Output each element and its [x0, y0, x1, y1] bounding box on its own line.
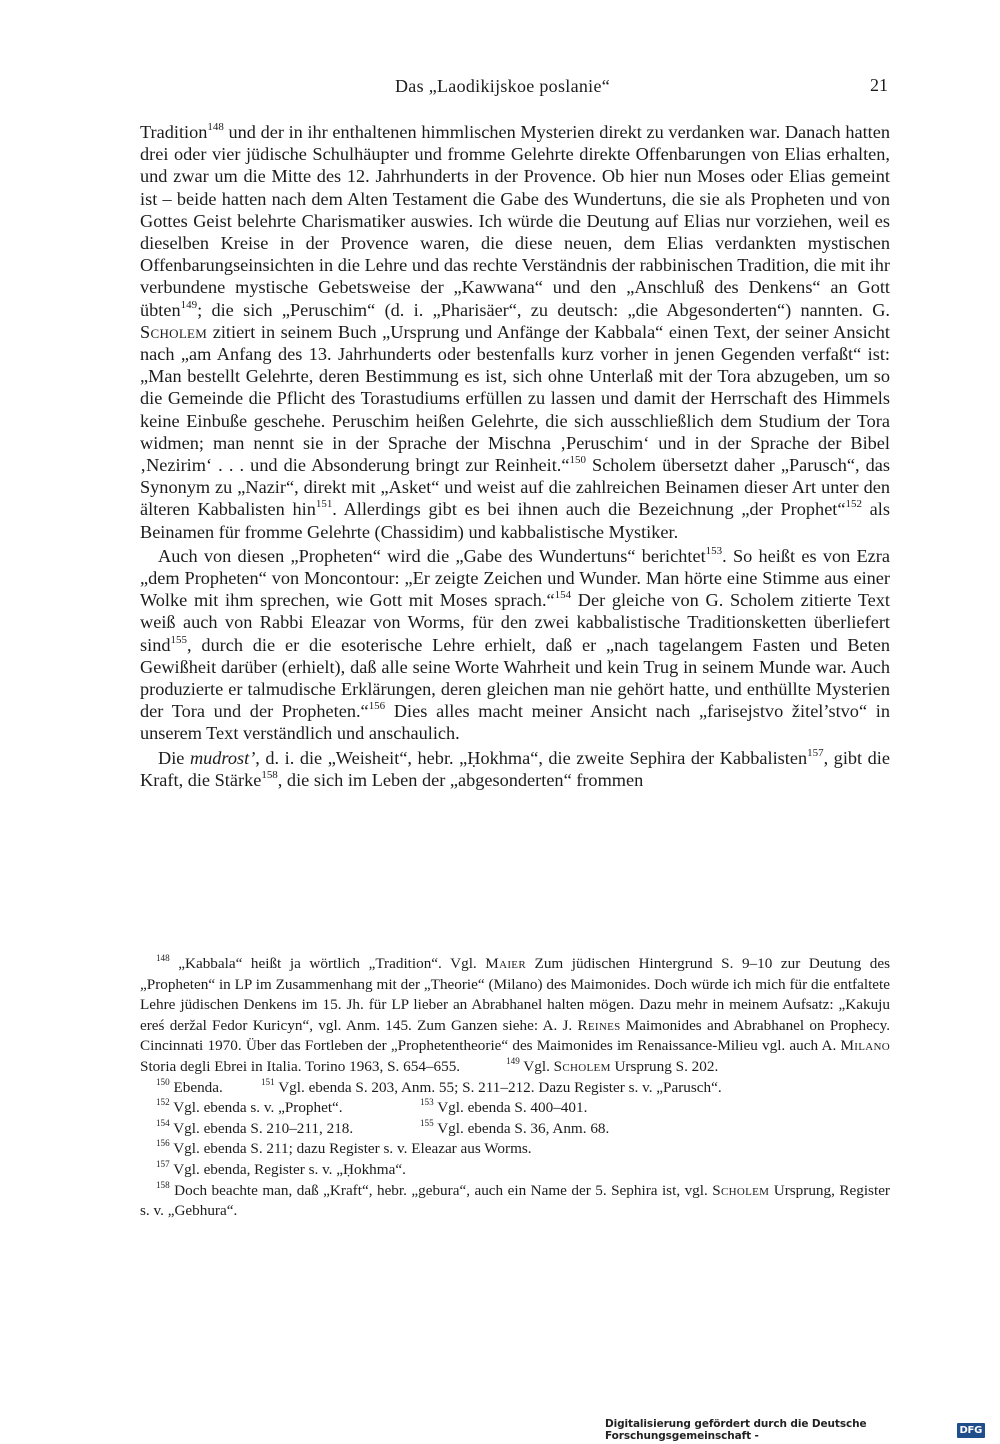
text-run: , die sich im Leben der „abgesonderten“ frommen — [277, 769, 644, 790]
author-name: Maier — [485, 955, 526, 972]
footnote-151 — [261, 1078, 722, 1099]
text-run: , gibt die Kraft, die Stärke — [140, 747, 890, 790]
text-run: Auch von diesen „Propheten“ wird die „Gabe des Wundertuns“ berichtet — [158, 545, 706, 566]
text-run: Vgl. ebenda S. 210–211, 218. — [169, 1119, 354, 1137]
text-run: Ursprung, Register s. v. „Gebhura“. — [140, 1181, 890, 1220]
main-text — [140, 121, 890, 791]
text-run: als Beinamen für fromme Gelehrte (Chassidim) und kabbalistische Mystiker. — [140, 499, 890, 542]
footnote-158 — [140, 1181, 890, 1222]
text-run: Dies alles macht meiner Ansicht nach „farisejstvo žitel’stvo“ in unserem Text verständlich und anschaulich. — [140, 701, 890, 744]
author-name: Scholem — [553, 1057, 611, 1075]
text-run: Scholem übersetzt daher „Parusch“, das Synonym zu „Nazir“, direkt mit „Asket“ und weist auf die zahlreichen Beinamen dieser Art unter den älteren Kabbalisten hin — [140, 455, 890, 520]
author-name: Reines — [577, 1016, 621, 1034]
text-run: Ebenda. — [169, 1078, 223, 1096]
text-run: , d. i. die „Weisheit“, hebr. „Ḥokhma“, die zweite Sephira der Kabbalisten — [255, 747, 808, 768]
footnote-number: 148 — [156, 953, 170, 964]
text-run: Vgl. ebenda s. v. „Prophet“. — [169, 1099, 343, 1117]
footnote-ref-149[interactable]: 149 — [180, 298, 198, 311]
text-run: Vgl. ebenda S. 211; dazu Register s. v. Eleazar aus Worms. — [169, 1140, 532, 1158]
text-run: Ursprung S. 202. — [610, 1057, 719, 1075]
footnote-number: 158 — [156, 1179, 170, 1190]
digitization-credit — [605, 1420, 985, 1440]
author-name: Milano — [840, 1037, 890, 1055]
footnote-ref-153[interactable]: 153 — [705, 544, 723, 557]
footnote-number: 151 — [261, 1076, 275, 1087]
footnote-ref-158[interactable]: 158 — [261, 768, 278, 781]
paragraph-3 — [140, 747, 890, 791]
footnote-number: 157 — [156, 1159, 170, 1170]
text-run: . So heißt es von Ezra „dem Propheten“ von Moncontour: „Er zeigte Zeichen und Wunder. Man hörte eine Stimme aus einer Wolke mit ihm sprechen, wie Gott mit Moses sprach.“ — [140, 545, 890, 611]
footnote-ref-150[interactable]: 150 — [569, 453, 586, 466]
footnote-ref-155[interactable]: 155 — [170, 633, 187, 646]
footnote-number: 149 — [506, 1056, 520, 1067]
text-run: zitiert in seinem Buch „Ursprung und Anfänge der Kabbala“ einen Text, der seiner Ansicht nach „am Anfang des 13. Jahrhunderts oder bestenfalls kurz vorher in jenen Gegenden verfaßt“ ist: „Man bestellt Gelehrte, deren Bestimmung es ist, sich ohne Unterlaß mit der Tora abzugeben, um so die Gemeinde die Pflicht des Torastudiums erfüllen zu lassen und damit der Herrschaft des Himmels keine Einbuße geschehe. Peruschim heißen Gelehrte, die sich ausschließlich dem Studium der Tora widmen; man nennt sie in der Sprache der Mischna ‚Peruschim‘ und in der Sprache der Bibel ‚Nezirim‘ . . . und die Absonderung bringt zur Reinheit.“ — [140, 321, 890, 476]
text-run: Tradition — [140, 122, 208, 142]
text-run: ; die sich „Peruschim“ (d. i. „Pharisäer“, zu deutsch: „die Abgesonderten“) nannten. G. — [197, 299, 890, 320]
footnote-row-154-155 — [140, 1119, 890, 1140]
author-name: Scholem — [712, 1181, 770, 1199]
footnote-157 — [140, 1160, 890, 1181]
text-run: Die — [158, 747, 190, 768]
footnote-150 — [140, 1078, 261, 1099]
footnote-154 — [140, 1119, 420, 1140]
footnote-number: 154 — [156, 1117, 170, 1128]
text-run: Vgl. — [519, 1057, 554, 1075]
footnote-152 — [140, 1098, 420, 1119]
text-run: Zum jüdischen Hintergrund S. 9–10 zur Deutung des „Propheten“ in LP im Zusammenhang mit der „Theorie“ (Milano) des Maimonides. Doch würde ich mich für die entfaltete Lehre jüdischen Denkens im 15. Jh. für LP lieber an Abrabhanel halten mögen. Dazu mehr in meinem Aufsatz: „Kakuju ereś deržal Fedor Kuricyn“, vgl. Anm. 145. Zum Ganzen siehe: A. J. — [140, 955, 890, 1034]
footnote-ref-148[interactable]: 148 — [207, 120, 224, 133]
author-name: Scholem — [140, 321, 208, 342]
text-run: Vgl. ebenda, Register s. v. „Ḥokhma“. — [169, 1160, 406, 1178]
text-run: . Allerdings gibt es bei ihnen auch die Bezeichnung „der Prophet“ — [332, 499, 846, 520]
footnote-number: 152 — [156, 1097, 170, 1108]
italic-term: mudrost’ — [189, 747, 256, 768]
footnote-153 — [420, 1098, 587, 1119]
paragraph-2 — [140, 545, 890, 745]
text-run: und der in ihr enthaltenen himmlischen Mysterien direkt zu verdanken war. Danach hatten drei oder vier jüdische Schulhäupter und fromme Gelehrte direkte Offenbarungen von Elias erhalten, und zwar um die Mitte des 12. Jahrhunderts in der Provence. Ob hier nun Moses oder Elias gemeint ist – beide hatten nach dem Alten Testament die Gabe des Wundertuns, die sie als Propheten und von Gottes Geist belehrte Charismatiker auswies. Ich würde die Deutung auf Elias nur vorziehen, weil es dieselben Kreise in der Provence waren, die diese neuen, dem Elias verdankten mystischen Offenbarungseinsichten in die Lehre und das rechte Verständnis der rabbinischen Tradition, die mit ihr verbundene mystische Gebetsweise der „Kawwana“ und den „Anschluß des Denkens“ an Gott übten — [140, 122, 890, 320]
text-run: Storia degli Ebrei in Italia. Torino 1963, S. 654–655. — [140, 1057, 461, 1075]
footnote-148 — [140, 954, 890, 1078]
footnote-number: 155 — [420, 1117, 434, 1128]
paragraph-1 — [140, 121, 890, 543]
footnote-number: 150 — [156, 1076, 170, 1087]
footnote-ref-151[interactable]: 151 — [315, 498, 333, 511]
dfg-logo-icon: DFG — [957, 1423, 985, 1438]
footnote-number: 156 — [156, 1138, 170, 1149]
footnote-row-152-153 — [140, 1098, 890, 1119]
running-title: Das „Laodikijskoe poslanie“ — [395, 76, 611, 96]
page-number: 21 — [870, 75, 888, 95]
text-run: Vgl. ebenda S. 36, Anm. 68. — [433, 1119, 610, 1137]
footnote-ref-157[interactable]: 157 — [807, 746, 824, 759]
footnote-ref-154[interactable]: 154 — [554, 589, 572, 602]
credit-text: Digitalisierung gefördert durch die Deutsche Forschungsgemeinschaft - — [605, 1418, 867, 1442]
footnote-number: 153 — [420, 1097, 434, 1108]
text-run: Vgl. ebenda S. 400–401. — [433, 1099, 588, 1117]
footnote-155 — [420, 1119, 609, 1140]
text-run: Maimonides and Abrabhanel on Prophecy. Cincinnati 1970. Über das Fortleben der „Prophetentheorie“ des Maimonides im Renaissance-Milieu vgl. auch A. — [140, 1016, 890, 1055]
footnote-row-150-151 — [140, 1078, 890, 1099]
footnote-156 — [140, 1139, 890, 1160]
text-run: Vgl. ebenda S. 203, Anm. 55; S. 211–212. Dazu Register s. v. „Parusch“. — [274, 1078, 722, 1096]
text-run: Doch beachte man, daß „Kraft“, hebr. „gebura“, auch ein Name der 5. Sephira ist, vgl. — [169, 1181, 713, 1199]
text-run: , durch die er die esoterische Lehre erhielt, daß er „nach tagelangem Fasten und Beten Gewißheit darüber (erhielt), daß alle seine Worte Wahrheit und kein Trug in seinem Munde war. Auch produzierte er talmudische Erklärungen, deren gleichen man nie gehört hatte, und enthüllte Mysterien der Tora und der Propheten.“ — [140, 634, 890, 722]
footnotes — [140, 954, 890, 1222]
footnote-ref-156[interactable]: 156 — [368, 700, 386, 713]
text-run: Der gleiche von G. Scholem zitierte Text weiß auch von Rabbi Eleazar von Worms, für den zwei kabbalistische Traditionsketten überliefert sind — [140, 590, 890, 655]
text-run: „Kabbala“ heißt ja wörtlich „Tradition“. Vgl. — [169, 955, 486, 972]
footnote-ref-152[interactable]: 152 — [845, 498, 862, 511]
